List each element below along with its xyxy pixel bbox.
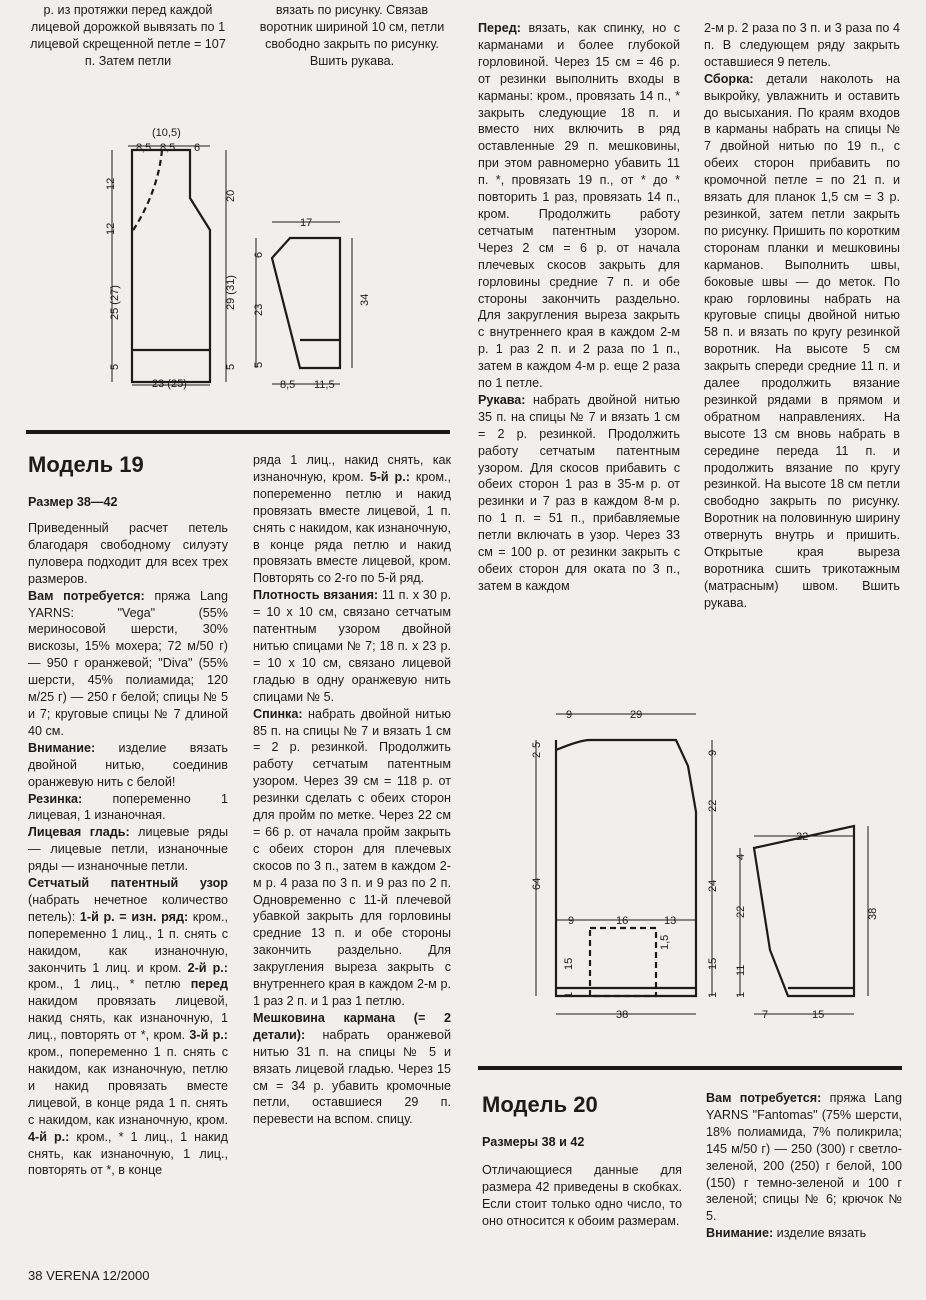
d2-s1: 1 <box>735 991 747 998</box>
front-neck-curve <box>556 740 590 750</box>
model20-size: Размеры 38 и 42 <box>482 1135 585 1149</box>
d2-t29: 29 <box>630 709 643 721</box>
d2-t5: 5 <box>531 741 543 748</box>
diagram-model19-pieces <box>500 700 920 1030</box>
page-footer: 38 VERENA 12/2000 <box>28 1268 150 1283</box>
dim-5r: 5 <box>225 363 237 370</box>
dim-29: 29 (31) <box>225 275 237 310</box>
model20-materials: Вам потребуется: пряжа Lang YARNS "Fantomas" (75% шерсти, 18% полиамида, 7% поликрила; 145 м/50 г) — 250 (300) г светло-зеленой, 200 (250) г белой, 100 (150) г темно-зеленой и 100 г зеленой; спицы № 6; крючок № 5. Внимание: изделие вязать <box>706 1091 902 1241</box>
dim-5: 5 <box>109 363 121 370</box>
d2-m16: 16 <box>616 915 629 927</box>
model20-title: Модель 20 <box>482 1092 598 1117</box>
front-piece-outline <box>556 740 696 996</box>
column4-text: 2-м р. 2 раза по 3 п. и 3 раза по 4 п. В следующем ряду закрыть оставшиеся 9 петель. Сборка: детали наколоть на выкройку, увлажнить и оставить до высыхания. По краям входов в карманы набрать на спицы № 7 двойной нитью по 19 п., с обеих сторон прибавить по кромочной петле = по 21 п. и вязать для планок 1,5 см = 3 р. резинкой, затем петли закрыть по рисунку. Пришить по коротким сторонам планки и мешковины карманов. Выполнить швы, боковые швы — до меток. По краю горловины набрать на круговые спицы двойной нитью 58 п. и вязать по кругу резинкой воротник. На высоте 5 см закрыть спереди средние 11 п. и далее продолжить вязание резинкой рядами в прямом и обратном направлениях. На высоте 13 см вновь набрать в середине переда 11 п. и продолжить вязание по кругу резинкой. На высоте 18 см петли свободно закрыть по рисунку. Воротник на половинную ширину отвернуть внутрь и пришить. Открытые края выреза воротника сшить трикотажным (матрасным) швом. Вшить рукава. <box>704 21 900 610</box>
diagram-model18-pieces <box>0 120 440 410</box>
d2-r22: 22 <box>707 799 719 812</box>
d2-t2: 2 <box>531 751 543 758</box>
col1-top-text: р. из протяжки перед каждой лицевой дорожкой вывязать по 1 лицевой скрещенной петле = 107 п. Затем петли <box>30 3 226 68</box>
d2-m13: 13 <box>664 915 677 927</box>
dim-s8-5: 8,5 <box>280 379 296 391</box>
dim-20: 20 <box>225 189 237 202</box>
d2-s22v: 22 <box>735 905 747 918</box>
sleeve-outline <box>272 238 340 368</box>
model20-intro: Отличающиеся данные для размера 42 приведены в скобках. Если стоит только одно число, то оно относится к обоим размерам. <box>482 1163 682 1228</box>
dim-bottom: 23 (25) <box>152 378 187 390</box>
dim-s34: 34 <box>359 293 371 306</box>
d2-l15: 15 <box>563 957 575 970</box>
d2-s22: 22 <box>796 831 809 843</box>
d2-r15: 15 <box>707 957 719 970</box>
dim-17: 17 <box>300 217 313 229</box>
dim-12a: 12 <box>105 177 117 190</box>
dim-s23: 23 <box>253 303 265 316</box>
d2-s4: 4 <box>735 853 747 860</box>
d2-s38: 38 <box>867 907 879 920</box>
d2-s15: 15 <box>812 1009 825 1021</box>
dim-s11-5: 11,5 <box>314 379 335 391</box>
dim-8-5a: 8,5 <box>136 142 152 154</box>
d2-r1: 1 <box>707 991 719 998</box>
d2-l64: 64 <box>531 877 543 890</box>
dim-top: (10,5) <box>152 127 181 139</box>
dim-12b: 12 <box>105 222 117 235</box>
model19-title: Модель 19 <box>28 452 144 477</box>
d2-s7: 7 <box>762 1009 769 1021</box>
section-rule-model19 <box>26 430 450 434</box>
d2-r24: 24 <box>707 879 719 892</box>
d2-r9: 9 <box>707 749 719 756</box>
section-rule-model20 <box>478 1066 902 1070</box>
dim-25: 25 (27) <box>109 285 121 320</box>
col2-top-text: вязать по рисунку. Связав воротник шириной 10 см, петли свободно закрыть по рисунку. Вшить рукава. <box>259 3 445 68</box>
dim-6: 6 <box>194 142 201 154</box>
d2-m1-5: 1,5 <box>659 934 671 950</box>
pocket-outline <box>590 928 656 996</box>
d2-l1: 1 <box>563 991 575 998</box>
sleeve2-outline <box>754 826 854 996</box>
column3-text: Перед: вязать, как спинку, но с карманами и более глубокой горловиной. Через 15 см = 46 р. от резинки выполнить входы в карманы: кром., провязать 14 п., * закрыть следующие 18 п. и вместо них включить в ряд оставленные 29 п. мешковины, при этом равномерно убавить 11 п. *, провязать 19 п., от * до * повторить 1 раз, провязать 14 п., кром. Продолжить работу сетчатым патентным узором. Через 2 см = 6 р. от начала плечевых скосов закрыть для горловины средние 7 п. и обе стороны закончить раздельно. Для закругления выреза закрыть с внутреннего края в каждом 2-м р. 1 раз 2 п. и 2 раза по 1 п., затем в каждом 4-м р. еще 2 раза по 1 петле. Рукава: набрать двойной нитью 35 п. на спицы № 7 и вязать 1 см = 2 р. резинкой. Продолжить работу сетчатым патентным узором. Для скосов прибавить с обеих сторон 1 раз в 35-м р. от резинки и 7 раз в каждом 8-м р. по 1 п. = 51 п., прибавляемые петли включать в узор. Через 33 см = 100 р. от резинки закрыть с обеих сторон для оката по 3 п., затем в каждом <box>478 21 680 593</box>
dim-8-5b: 8,5 <box>160 142 176 154</box>
dim-s5: 5 <box>253 361 265 368</box>
model19-size: Размер 38—42 <box>28 495 118 509</box>
d2-b38: 38 <box>616 1009 629 1021</box>
neckline-curve <box>132 150 162 232</box>
model19-column1: Приведенный расчет петель благодаря свободному силуэту пуловера подходит для всех трех размеров. Вам потребуется: пряжа Lang YARNS: "Vega" (55% мериносовой шерсти, 30% вискозы, 15% мохера; 72 м/50 г) — 950 г оранжевой; "Diva" (55% шерсти, 45% полиамида; 120 м/25 г) — 250 г белой; спицы № 5 и 7; круговые спицы № 7 длиной 40 см. Внимание: изделие вязать двойной нитью, соединив оранжевую нить с белой! Резинка: попеременно 1 лицевая, 1 изнаночная. Лицевая гладь: лицевые ряды — лицевые петли, изнаночные ряды — изнаночные петли. Сетчатый патентный узор (набрать нечетное количество петель): 1-й р. = изн. ряд: кром., попеременно 1 лиц., 1 п. снять с накидом, как изнаночную, закончить 1 лиц. и кром. 2-й р.: кром., 1 лиц., * петлю перед накидом провязать лицевой, накид снять, как изнаночную, 1 лиц., повторять от *, кром. 3-й р.: кром., попеременно 1 п. снять с накидом, как изнаночную, петлю и накид провязать вместе лицевой, в конце ряда 1 п. снять с накидом, как изнаночную, кром. 4-й р.: кром., * 1 лиц., 1 накид снять, как изнаночную, 1 лиц., повторять от *, в конце <box>28 521 229 1178</box>
dim-s6: 6 <box>253 251 265 258</box>
back-piece-outline <box>132 150 210 382</box>
d2-s11: 11 <box>735 964 747 976</box>
model19-column2: ряда 1 лиц., накид снять, как изнаночную, кром. 5-й р.: кром., попеременно петлю и накид провязать вместе лицевой, 1 п. снять с накидом, как изнаночную, в конце ряда петлю и накид провязать вместе лицевой, кром. Повторять со 2-го по 5-й ряд. Плотность вязания: 11 п. х 30 р. = 10 х 10 см, связано сетчатым патентным узором двойной нитью спицами № 7; 18 п. х 23 р. = 10 х 10 см, связано лицевой гладью в одну оранжевую нить спицами № 5. Спинка: набрать двойной нитью 85 п. на спицы № 7 и вязать 1 см = 2 р. резинкой. Продолжить работу сетчатым патентным узором. Через 39 см = 118 р. от резинки сделать с обеих сторон для пройм по метке. Через 22 см = 66 р. от начала пройм закрыть с обеих сторон для плечевых скосов по 3 п., затем в каждом 2-м р. 4 раза по 3 п. и 9 раз по 2 п. Одновременно с 11-й плечевой убавкой закрыть для горловины средние 13 п. и обе стороны закончить раздельно. Для закругления выреза закрыть с внутреннего края в каждом 2-м р. 1 раз 2 п. и 1 раз 1 петлю. Мешковина кармана (= 2 детали): набрать оранжевой нитью 31 п. на спицы № 5 и вязать лицевой гладью. Через 15 см = 34 р. убавить кромочные петли, оставшиеся 29 п. перевести на вспом. спицу. <box>253 453 451 1127</box>
d2-m9: 9 <box>568 915 575 927</box>
d2-t9: 9 <box>566 709 573 721</box>
